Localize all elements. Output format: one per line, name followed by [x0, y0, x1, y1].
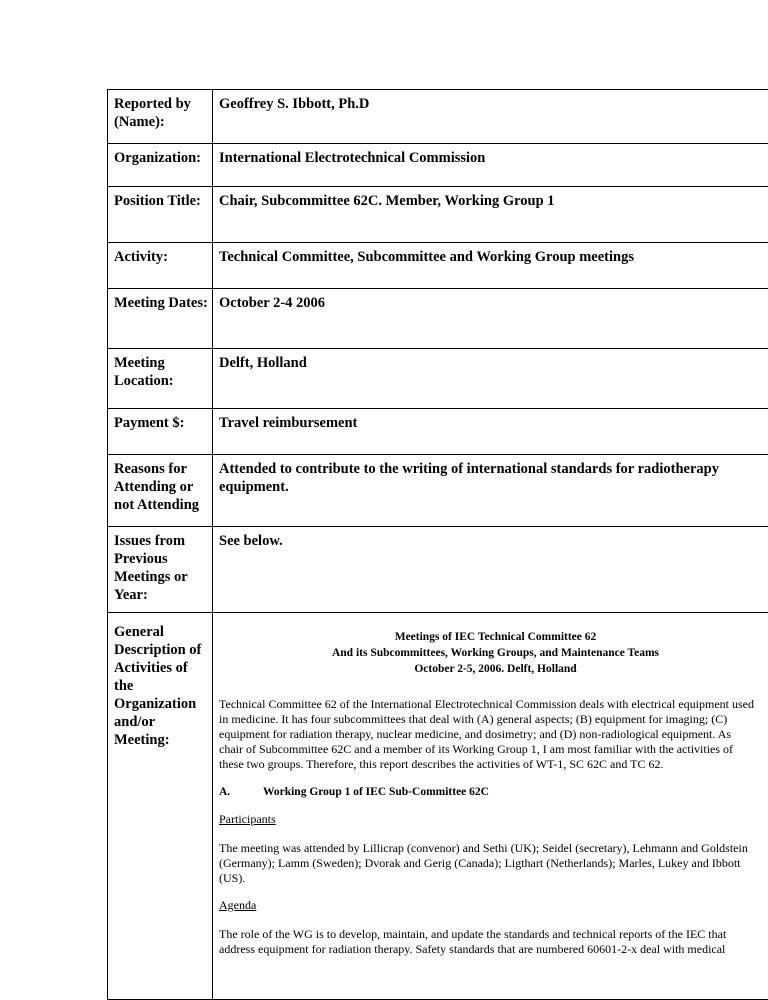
label-reported-by: Reported by (Name):	[108, 90, 213, 144]
text-line: in medicine. It has four subcommittees that deal with (A) general aspects; (B) equipment for imaging; (C)	[219, 712, 727, 726]
row-organization	[108, 144, 768, 187]
participants-heading: Participants	[219, 812, 768, 827]
row-position-title	[108, 187, 768, 243]
report-table	[107, 89, 768, 1000]
label-activity: Activity:	[108, 243, 213, 289]
value-general-description	[213, 613, 768, 1000]
heading-line: October 2-5, 2006. Delft, Holland	[219, 661, 768, 677]
heading-line: And its Subcommittees, Working Groups, and Maintenance Teams	[219, 645, 768, 661]
participants-paragraph	[219, 841, 768, 886]
description-body	[219, 629, 768, 957]
text-line: chair of Subcommittee 62C and a member of its Working Group 1, I am most familiar with the activities of	[219, 742, 733, 756]
label-position-title: Position Title:	[108, 187, 213, 243]
section-title: Working Group 1 of IEC Sub-Committee 62C	[263, 786, 489, 798]
text-line: The role of the WG is to develop, maintain, and update the standards and technical reports of the IEC that	[219, 927, 726, 941]
label-organization: Organization:	[108, 144, 213, 187]
value-payment: Travel reimbursement	[213, 409, 768, 455]
label-issues: Issues from Previous Meetings or Year:	[108, 527, 213, 613]
description-heading	[219, 629, 768, 677]
row-general-description	[108, 613, 768, 1000]
agenda-heading: Agenda	[219, 898, 768, 913]
value-reported-by: Geoffrey S. Ibbott, Ph.D	[213, 90, 768, 144]
text-line: address equipment for radiation therapy. Safety standards that are numbered 60601-2-x deal with medical	[219, 942, 725, 956]
section-heading	[219, 785, 768, 800]
value-reasons: Attended to contribute to the writing of international standards for radiotherapy equipment.	[213, 455, 768, 527]
value-activity: Technical Committee, Subcommittee and Working Group meetings	[213, 243, 768, 289]
text-line: The meeting was attended by Lillicrap (convenor) and Sethi (UK); Seidel (secretary), Lehmann and Goldstein	[219, 841, 748, 855]
row-meeting-dates	[108, 289, 768, 349]
text-line: Technical Committee 62 of the International Electrotechnical Commission deals with electrical equipment used	[219, 697, 754, 711]
row-activity	[108, 243, 768, 289]
row-reported-by	[108, 90, 768, 144]
value-position-title: Chair, Subcommittee 62C. Member, Working Group 1	[213, 187, 768, 243]
label-meeting-dates: Meeting Dates:	[108, 289, 213, 349]
row-reasons	[108, 455, 768, 527]
label-reasons: Reasons for Attending or not Attending	[108, 455, 213, 527]
agenda-paragraph	[219, 927, 768, 957]
heading-line: Meetings of IEC Technical Committee 62	[219, 629, 768, 645]
text-line: these two groups. Therefore, this report describes the activities of WT-1, SC 62C and TC 62.	[219, 757, 663, 771]
intro-paragraph	[219, 697, 768, 772]
value-meeting-location: Delft, Holland	[213, 349, 768, 409]
row-payment	[108, 409, 768, 455]
section-letter: A.	[219, 785, 263, 800]
label-general-description: General Description of Activities of the Organization and/or Meeting:	[108, 613, 213, 1000]
text-line: (US).	[219, 871, 245, 885]
value-issues: See below.	[213, 527, 768, 613]
text-line: (Germany); Lamm (Sweden); Dvorak and Gerig (Canada); Ligthart (Netherlands); Marles, Lukey and Ibbott	[219, 856, 741, 870]
value-organization: International Electrotechnical Commission	[213, 144, 768, 187]
label-payment: Payment $:	[108, 409, 213, 455]
text-line: equipment for radiation therapy, nuclear medicine, and dosimetry; and (D) non-radiological equipment. As	[219, 727, 731, 741]
label-meeting-location: Meeting Location:	[108, 349, 213, 409]
value-meeting-dates: October 2-4 2006	[213, 289, 768, 349]
row-meeting-location	[108, 349, 768, 409]
row-issues	[108, 527, 768, 613]
